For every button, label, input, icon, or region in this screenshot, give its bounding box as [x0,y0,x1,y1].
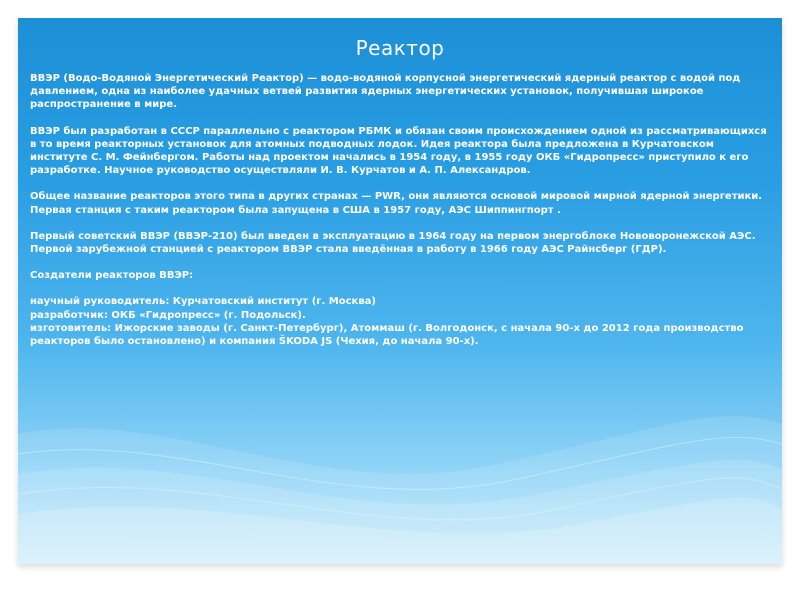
paragraph-first-soviet: Первый советский ВВЭР (ВВЭР-210) был введен в эксплуатацию в 1964 году на первом энергоблоке Нововоронежской АЭС. Первой зарубежной станцией с реактором ВВЭР стала введённая в работу в 1966 году АЭС Райнсберг (ГДР). [30,230,756,256]
paragraph-creators-heading: Создатели реакторов ВВЭР: [30,270,194,282]
paragraph-pwr: Общее название реакторов этого типа в других странах — PWR, они являются основой мировой мирной ядерной энергетики. Первая станция с таким реактором была запущена в США в 1957 году, АЭС Шиппингпорт . [30,191,763,216]
slide-title: Реактор [355,36,445,60]
creator-manufacturer: изготовитель: Ижорские заводы (г. Санкт-Петербург), Атоммаш (г. Волгодонск, с начала 90-х до 2012 года производство реакторов было остановлено) и компания ŠKODA JS (Чехия, до начала 90-х). [30,322,744,348]
paragraph-history: ВВЭР был разработан в СССР параллельно с реактором РБМК и обязан своим происхождением одной из рассматривающихся в то время реакторных установок для атомных подводных лодок. Идея реактора была предложена в Курчатовском институте С. М. Фейнбергом. Работы над проектом начались в 1954 году, в 1955 году ОКБ «Гидропресс» приступило к его разработке. Научное руководство осуществляли И. В. Курчатов и А. П. Александров. [30,125,767,177]
creator-scientific-lead: научный руководитель: Курчатовский институт (г. Москва) [30,296,376,308]
wave-decoration [18,344,782,564]
slide-content [30,72,772,348]
paragraph-intro: ВВЭР (Водо-Водяной Энергетический Реактор) — водо-водяной корпусной энергетический ядерный реактор с водой под давлением, одна из наиболее удачных ветвей развития ядерных энергетических установок, получившая широкое распространение в мире. [30,73,741,111]
slide [18,18,782,564]
creator-developer: разработчик: ОКБ «Гидропресс» (г. Подольск). [30,309,306,321]
